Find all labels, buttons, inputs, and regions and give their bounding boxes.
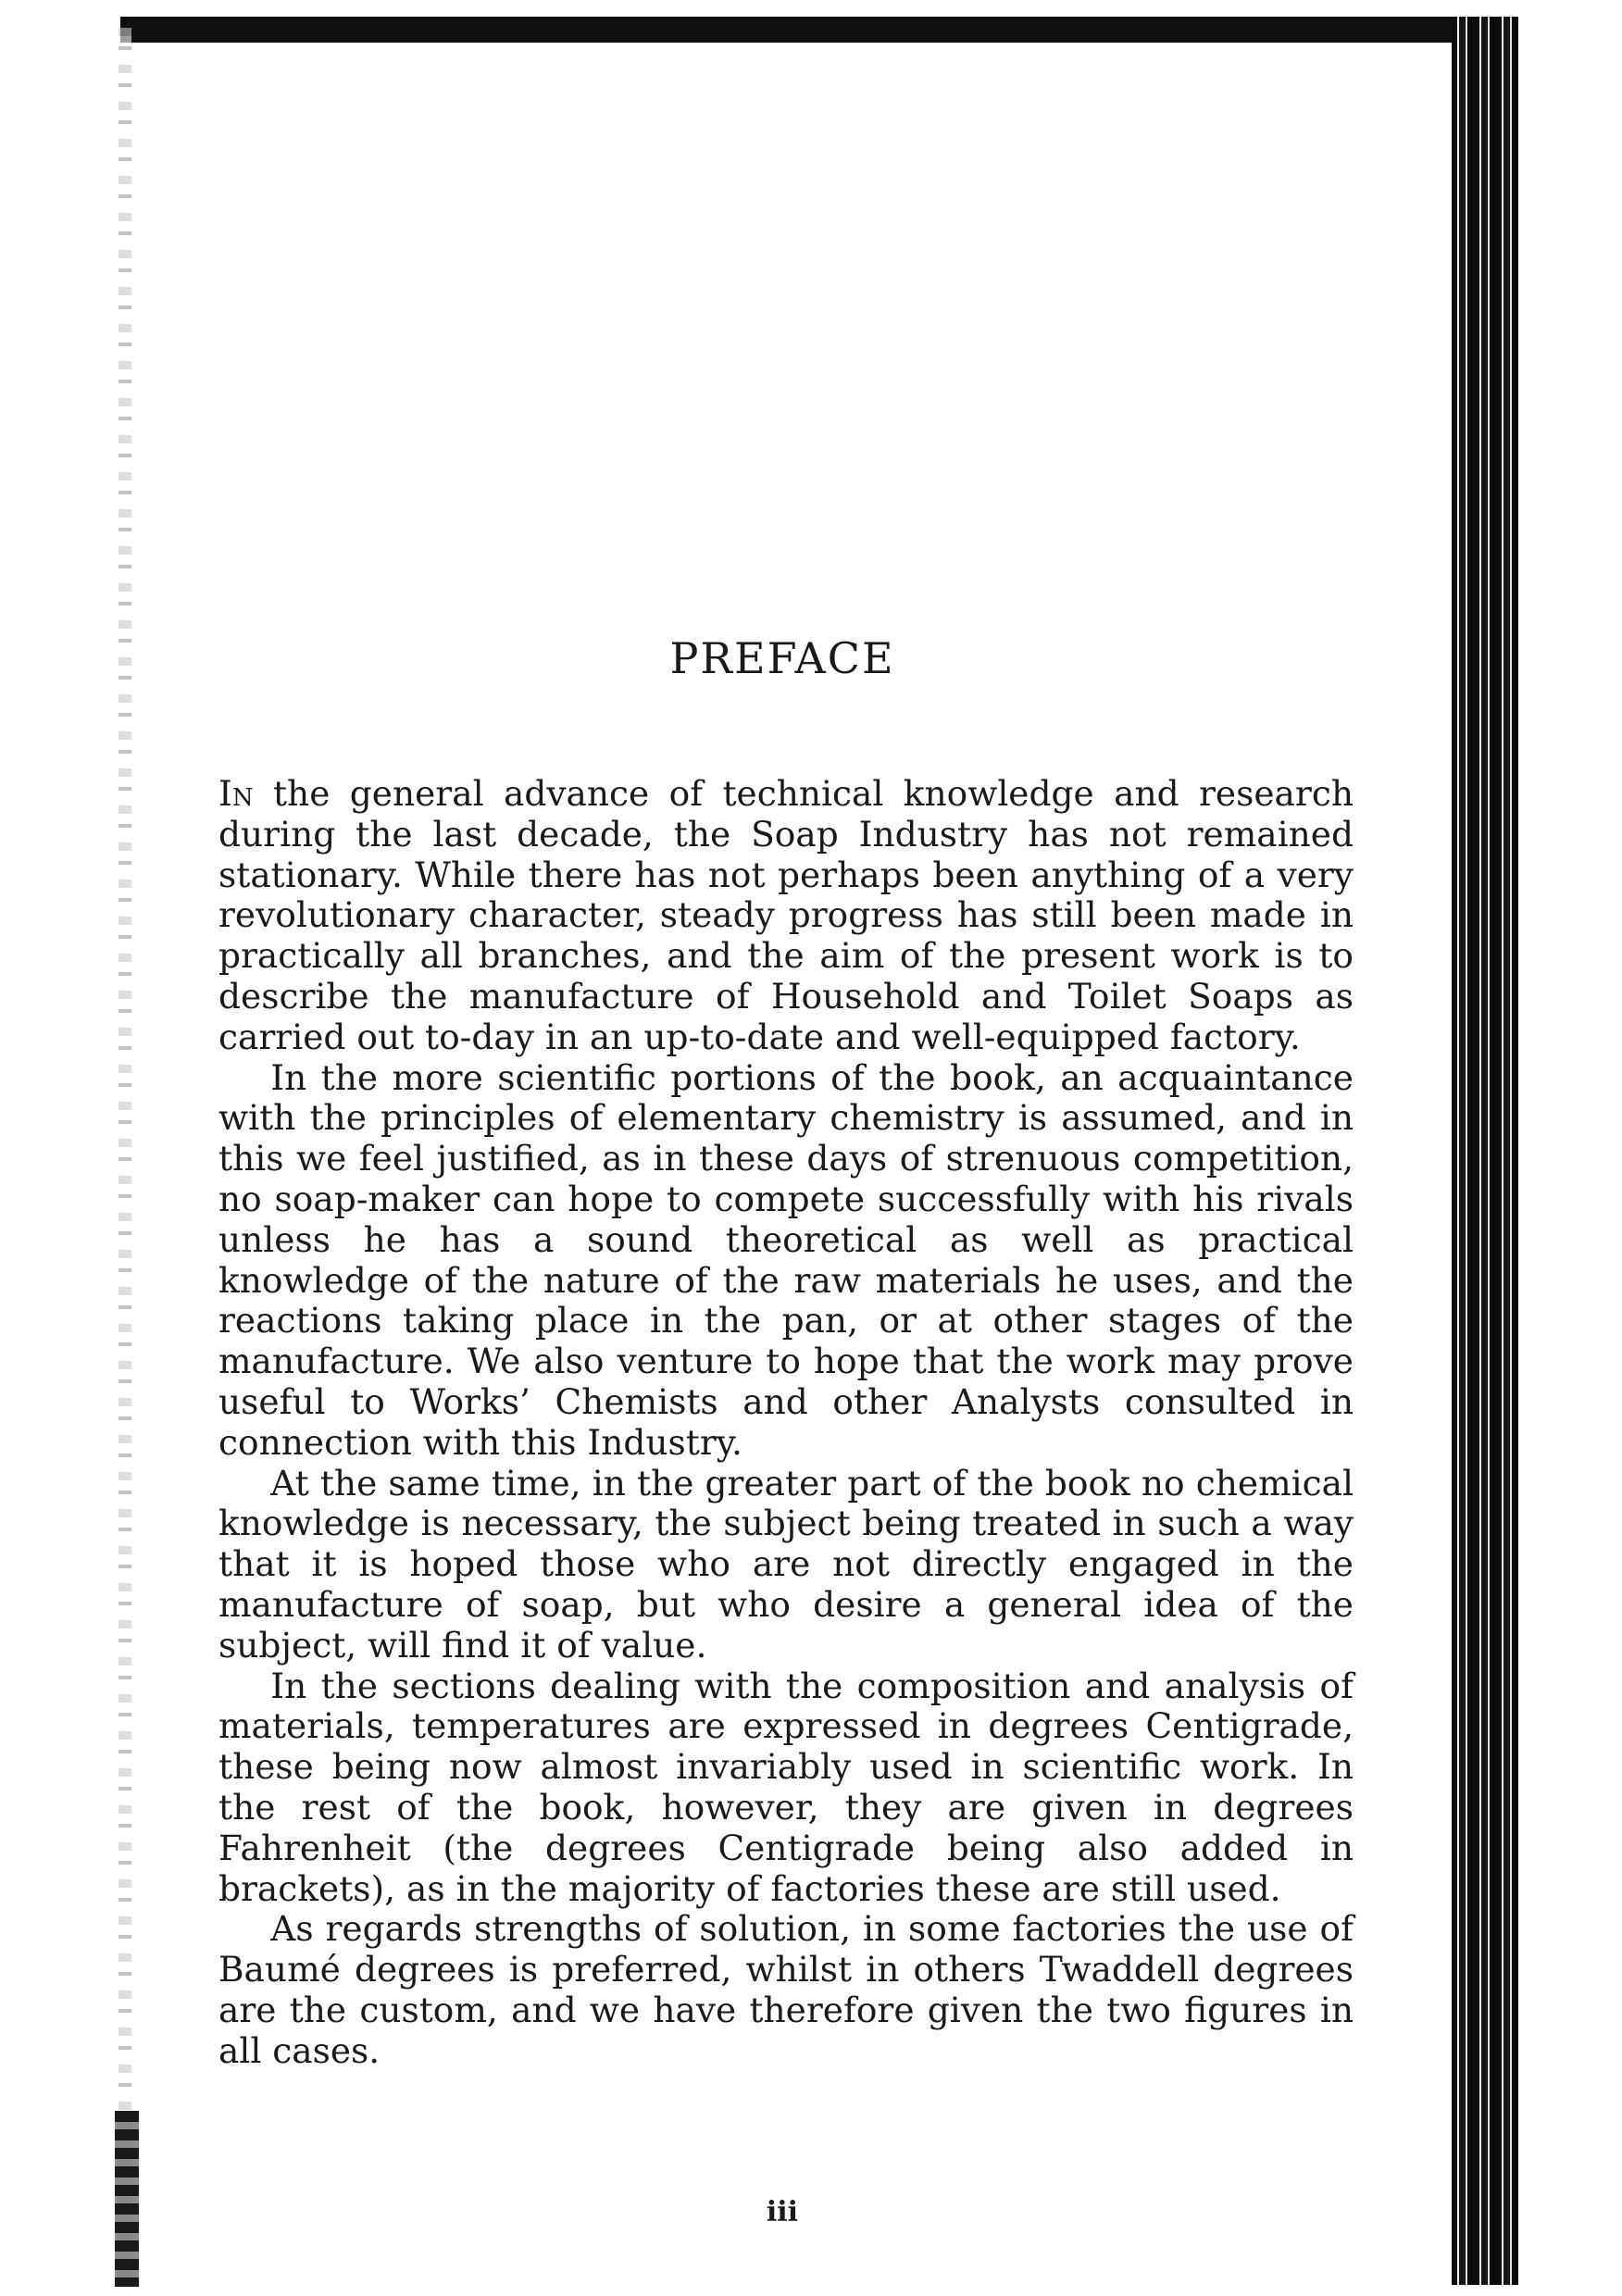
scan-top-edge [120,17,1518,43]
paragraph-1-lead: In [218,773,254,814]
paragraph-5: As regards strengths of solution, in some factories the use of Baumé degrees is preferred, whilst in others Twaddell degrees are the custom, and we have therefore given the two figures in all cases. [218,1908,1354,2071]
paragraph-2: In the more scientific portions of the book, an acquaintance with the principles of elementary chemistry is assumed, and in this we feel justified, as in these days of strenuous competition, no soap-maker can hope to compete successfully with his rivals unless he has a sound theoretical as well as practical knowledge of the nature of the raw materials he uses, and the reactions taking place in the pan, or at other stages of the manufacture. We also venture to hope that the work may prove useful to Works’ Chemists and other Analysts consulted in connection with this Industry. [218,1056,1354,1463]
paragraph-1-text: the general advance of technical knowledge and research during the last decade, the Soap Industry has not remained stationary. While there has not perhaps been anything of a very revolutionary character, steady progress has still been made in practically all branches, and the aim of the present work is to describe the manufacture of Household and Toilet Soaps as carried out to-day in an up-to-date and well-equipped factory. [218,773,1354,1057]
scan-right-edge [1452,17,1518,2285]
paragraph-4: In the sections dealing with the composition and analysis of materials, temperatures are expressed in degrees Centigrade, these being now almost invariably used in scientific work. In the rest of the book, however, they are given in degrees Fahrenheit (the degrees Centigrade being also added in brackets), as in the majority of factories these are still used. [218,1665,1354,1909]
page-title: PREFACE [669,633,895,683]
page-number: iii [766,2196,799,2228]
paragraph-3: At the same time, in the greater part of the book no chemical knowledge is necessary, the subject being treated in such a way that it is hoped those who are not directly engaged in the manufacture of soap, but who desire a general idea of the subject, will find it of value. [218,1462,1354,1666]
body-text [218,774,1354,2072]
scan-left-edge [119,28,131,2287]
paragraph-1 [218,774,1354,1058]
